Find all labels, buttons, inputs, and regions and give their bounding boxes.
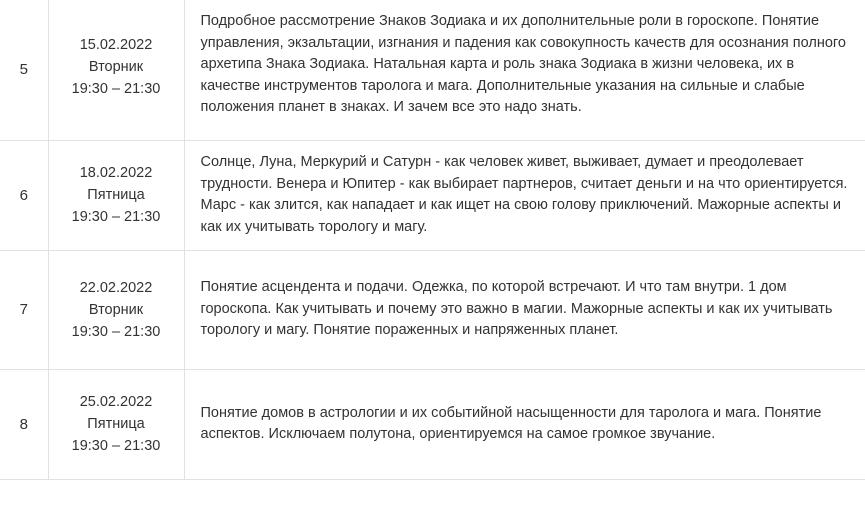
row-weekday: Вторник: [88, 301, 144, 318]
row-time: 19:30 – 21:30: [71, 438, 161, 454]
row-date: 18.02.2022: [79, 165, 153, 181]
row-number: 7: [0, 250, 48, 369]
row-weekday: Пятница: [87, 187, 145, 203]
row-number: 6: [0, 140, 48, 250]
table-row: [0, 250, 865, 369]
row-date: 22.02.2022: [79, 279, 153, 296]
row-date-cell: [48, 250, 184, 369]
row-time: 19:30 – 21:30: [71, 80, 161, 97]
row-weekday: Вторник: [88, 58, 144, 75]
table-row: [0, 0, 865, 140]
row-description: Понятие домов в астрологии и их событийной насыщенности для таролога и мага. Понятие аспектов. Исключаем полутона, ориентируемся на самое громкое звучание.: [200, 404, 822, 442]
row-date-cell: [48, 369, 184, 479]
row-date-cell: [48, 140, 184, 250]
row-time: 19:30 – 21:30: [71, 323, 161, 340]
row-description: Подробное рассмотрение Знаков Зодиака и их дополнительные роли в гороскопе. Понятие управления, экзальтации, изгнания и падения как совокупность качеств для осознания полного архетипа Знака Зодиака. Натальная карта и роль знака Зодиака в жизни человека, их в качестве инструментов таролога и мага. Дополнительные указания на сильные и слабые положения планет в знаках. И зачем все это надо знать.: [200, 13, 846, 115]
table-row: [0, 369, 865, 479]
row-date: 15.02.2022: [79, 36, 153, 53]
row-weekday: Пятница: [87, 416, 145, 432]
row-number: 8: [0, 369, 48, 479]
row-date-cell: [48, 0, 184, 140]
row-date: 25.02.2022: [79, 394, 153, 410]
row-time: 19:30 – 21:30: [71, 209, 161, 225]
row-description: Солнце, Луна, Меркурий и Сатурн - как человек живет, выживает, думает и преодолевает трудности. Венера и Юпитер - как выбирает партнеров, считает деньги и на что ориентируется. Марс - как злится, как нападает и как ищет на свою голову приключений. Мажорные аспекты и как их учитывать торологу и магу.: [200, 154, 848, 235]
row-description: Понятие асцендента и подачи. Одежка, по которой встречают. И что там внутри. 1 дом гороскопа. Как учитывать и почему это важно в магии. Мажорные аспекты и как их учитывать торологу и магу. Понятие пораженных и напряженных планет.: [200, 279, 833, 339]
row-number: 5: [0, 0, 48, 140]
table-row: [0, 140, 865, 250]
